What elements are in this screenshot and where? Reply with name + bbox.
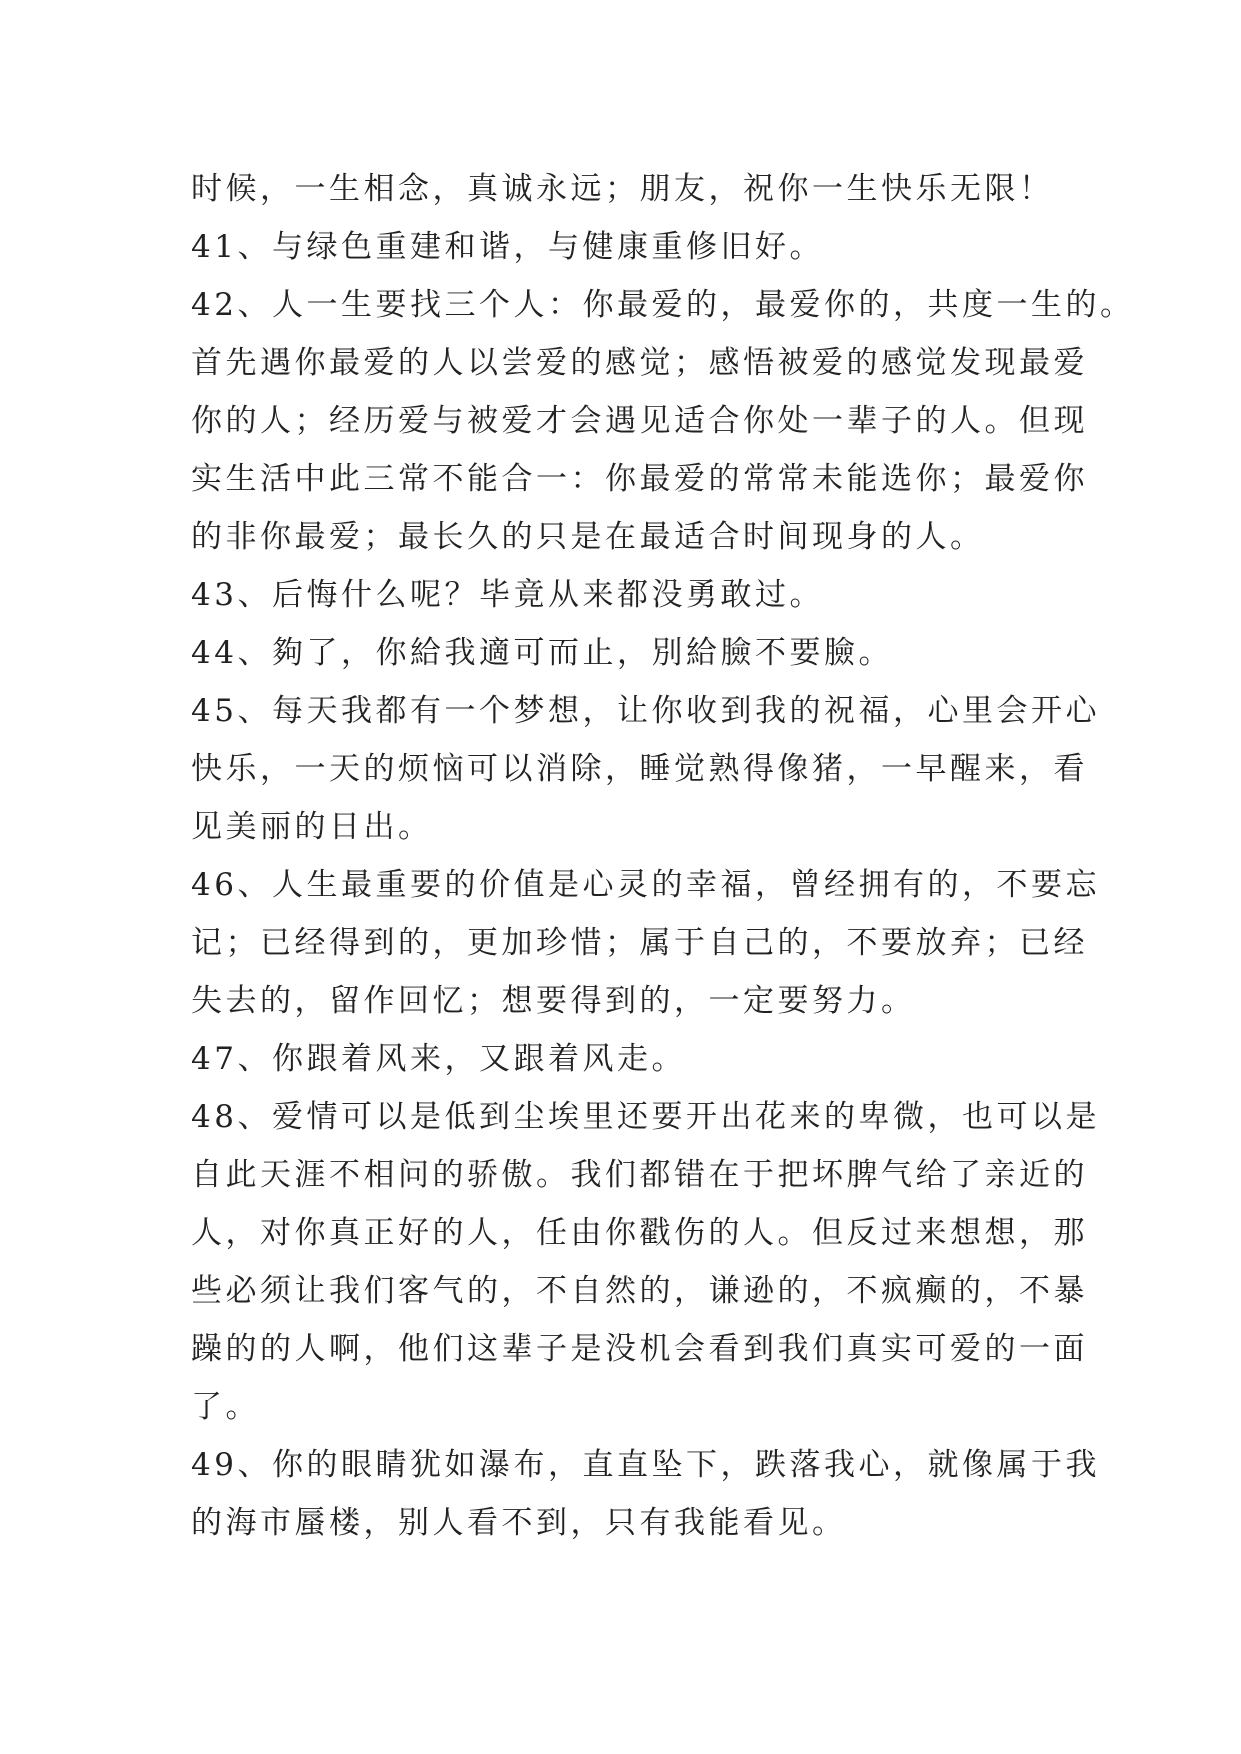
text-line: 见美丽的日出。 xyxy=(191,809,433,845)
text-line: 记；已经得到的，更加珍惜；属于自己的，不要放弃；已经 xyxy=(191,925,1088,961)
text-line: 49、你的眼睛犹如瀑布，直直坠下，跌落我心，就像属于我 xyxy=(191,1447,1100,1483)
text-line: 躁的的人啊，他们这辈子是没机会看到我们真实可爱的一面 xyxy=(191,1331,1088,1367)
text-line: 快乐，一天的烦恼可以消除，睡觉熟得像猪，一早醒来，看 xyxy=(191,751,1088,787)
text-line: 首先遇你最爱的人以尝爱的感觉；感悟被爱的感觉发现最爱 xyxy=(191,345,1088,381)
text-line: 实生活中此三常不能合一：你最爱的常常未能选你；最爱你 xyxy=(191,461,1088,497)
text-line: 些必须让我们客气的，不自然的，谦逊的，不疯癫的，不暴 xyxy=(191,1273,1088,1309)
text-line: 的海市蜃楼，别人看不到，只有我能看见。 xyxy=(191,1505,847,1541)
text-line: 46、人生最重要的价值是心灵的幸福，曾经拥有的，不要忘 xyxy=(191,867,1100,903)
document-body xyxy=(191,160,1135,1552)
text-line: 自此天涯不相问的骄傲。我们都错在于把坏脾气给了亲近的 xyxy=(191,1157,1088,1193)
text-line: 时候，一生相念，真诚永远；朋友，祝你一生快乐无限！ xyxy=(191,171,1054,207)
text-line: 失去的，留作回忆；想要得到的，一定要努力。 xyxy=(191,983,916,1019)
text-line: 41、与绿色重建和谐，与健康重修旧好。 xyxy=(191,229,824,265)
text-line: 了。 xyxy=(191,1389,260,1425)
text-line: 的非你最爱；最长久的只是在最适合时间现身的人。 xyxy=(191,519,985,555)
text-line: 42、人一生要找三个人：你最爱的，最爱你的，共度一生的。 xyxy=(191,287,1135,323)
text-line: 45、每天我都有一个梦想，让你收到我的祝福，心里会开心 xyxy=(191,693,1100,729)
text-line: 43、后悔什么呢？毕竟从来都没勇敢过。 xyxy=(191,577,824,613)
text-line: 人，对你真正好的人，任由你戳伤的人。但反过来想想，那 xyxy=(191,1215,1088,1251)
text-line: 47、你跟着风来，又跟着风走。 xyxy=(191,1041,686,1077)
text-line: 44、夠了，你給我適可而止，別給臉不要臉。 xyxy=(191,635,893,671)
text-line: 48、爱情可以是低到尘埃里还要开出花来的卑微，也可以是 xyxy=(191,1099,1100,1135)
text-line: 你的人；经历爱与被爱才会遇见适合你处一辈子的人。但现 xyxy=(191,403,1088,439)
